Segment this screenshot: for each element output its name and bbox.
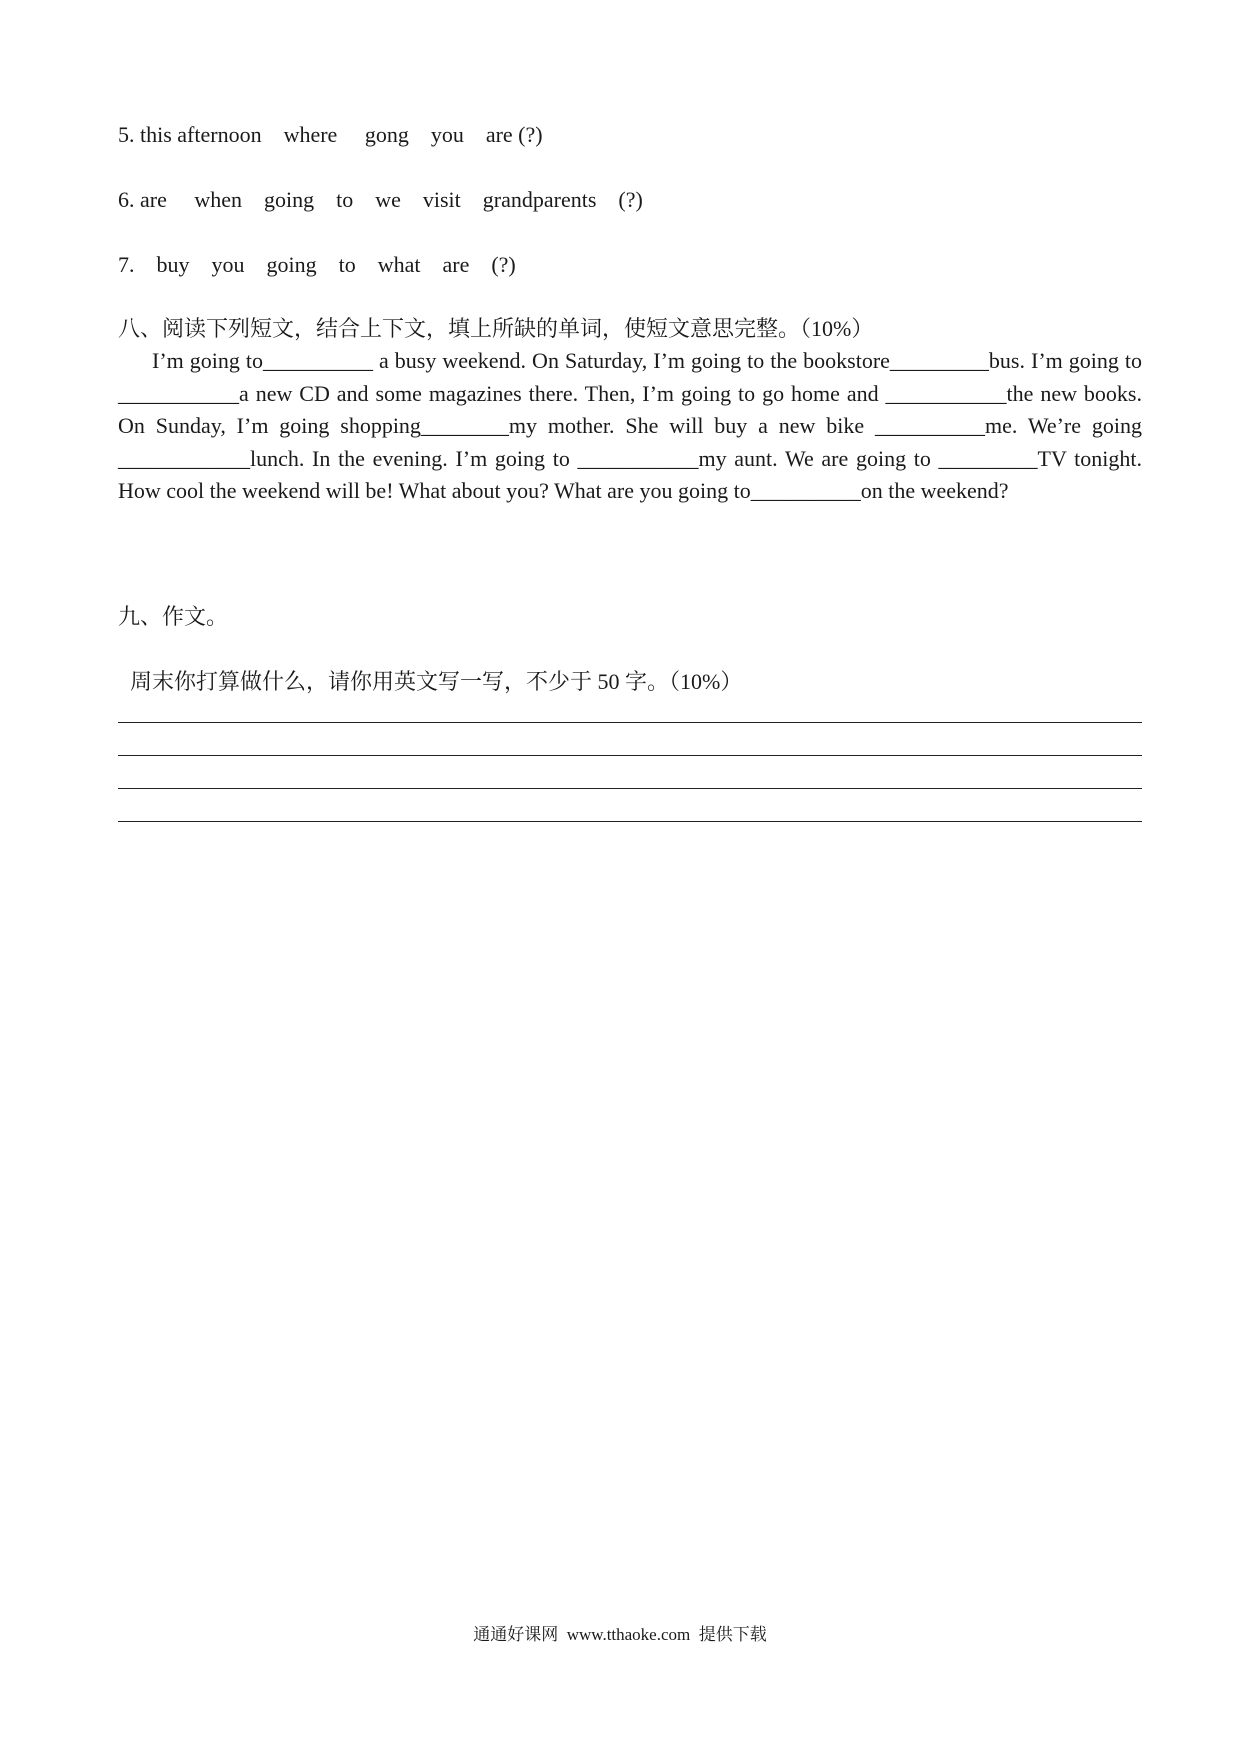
question-7: 7. buy you going to what are (?)	[118, 252, 516, 277]
composition-prompt: 周末你打算做什么，请你用英文写一写，不少于 50 字。（10%）	[130, 669, 743, 694]
question-5: 5. this afternoon where gong you are (?)	[118, 122, 543, 147]
section-8-passage: I’m going to__________ a busy weekend. On Saturday, I’m going to the bookstore_________bus. I’m going to ___________a new CD and some magazines there. Then, I’m going to go home and ___________the new books. On Sunday, I’m going shopping________my mother. She will buy a new bike __________me. We’re going ____________lunch. In the evening. I’m going to ___________my aunt. We are going to _________TV tonight. How cool the weekend will be! What about you? What are you going to__________on the weekend?	[118, 348, 1142, 504]
question-6: 6. are when going to we visit grandparents (?)	[118, 187, 643, 212]
writing-line[interactable]	[118, 788, 1142, 789]
writing-line[interactable]	[118, 722, 1142, 723]
footer-credit: 通通好课网 www.tthaoke.com 提供下载	[473, 1625, 767, 1644]
section-9-heading: 九、作文。	[118, 604, 229, 629]
section-8-heading: 八、阅读下列短文，结合上下文，填上所缺的单词，使短文意思完整。（10%）	[118, 316, 874, 341]
writing-line[interactable]	[118, 821, 1142, 822]
writing-line[interactable]	[118, 755, 1142, 756]
